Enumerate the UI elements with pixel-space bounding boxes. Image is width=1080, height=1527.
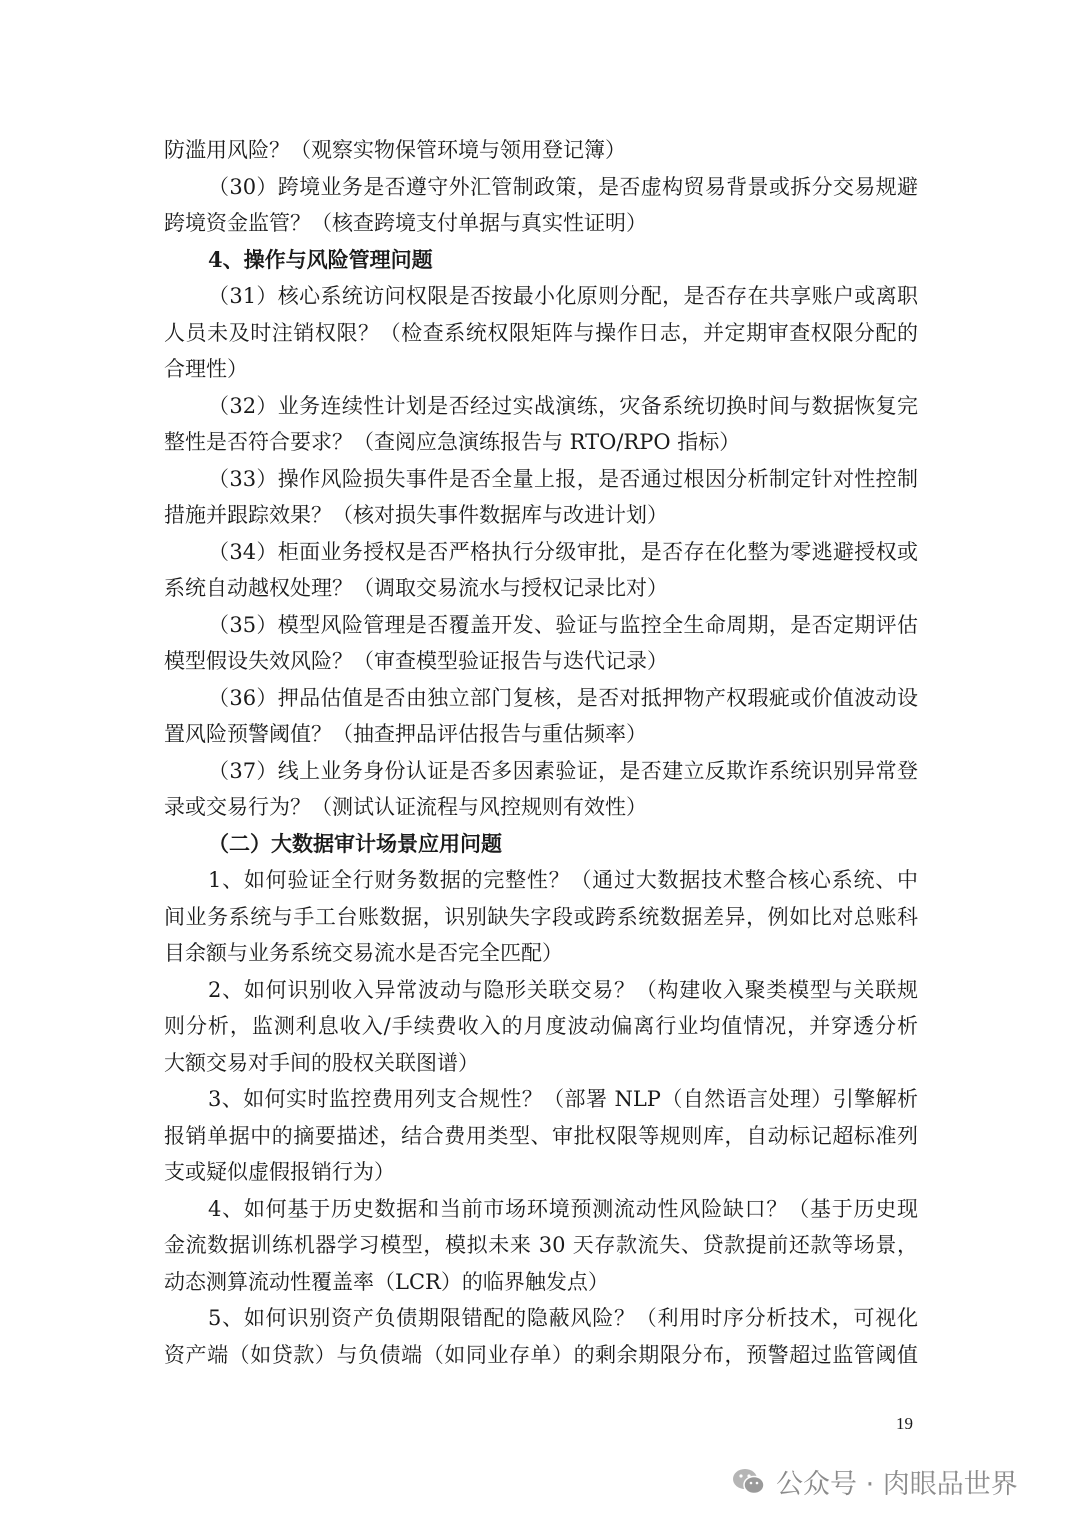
text-line: 人员未及时注销权限？（检查系统权限矩阵与操作日志，并定期审查权限分配的 <box>164 320 918 345</box>
text-line: 动态测算流动性覆盖率（LCR）的临界触发点） <box>164 1269 609 1294</box>
text-line: （30）跨境业务是否遵守外汇管制政策，是否虚构贸易背景或拆分交易规避 <box>208 174 918 199</box>
document-body <box>164 132 918 1373</box>
text-line: 4、如何基于历史数据和当前市场环境预测流动性风险缺口？（基于历史现 <box>208 1196 918 1221</box>
wechat-icon <box>732 1467 766 1497</box>
text-line: （35）模型风险管理是否覆盖开发、验证与监控全生命周期，是否定期评估 <box>208 612 918 637</box>
text-line: 整性是否符合要求？（查阅应急演练报告与 RTO/RPO 指标） <box>164 430 741 454</box>
text-line: 3、如何实时监控费用列支合规性？（部署 NLP（自然语言处理）引擎解析 <box>208 1087 918 1111</box>
text-line: 1、如何验证全行财务数据的完整性？（通过大数据技术整合核心系统、中 <box>208 868 918 892</box>
text-line: 间业务系统与手工台账数据，识别缺失字段或跨系统数据差异，例如比对总账科 <box>164 904 918 929</box>
text-line: 措施并跟踪效果？（核对损失事件数据库与改进计划） <box>164 503 668 527</box>
text-line: 跨境资金监管？（核查跨境支付单据与真实性证明） <box>164 211 647 235</box>
text-line: （32）业务连续性计划是否经过实战演练，灾备系统切换时间与数据恢复完 <box>208 393 918 418</box>
text-line: 系统自动越权处理？（调取交易流水与授权记录比对） <box>164 576 668 600</box>
page-number: 19 <box>896 1414 913 1433</box>
text-line: 金流数据训练机器学习模型，模拟未来 30 天存款流失、贷款提前还款等场景， <box>164 1233 918 1257</box>
text-line: 防滥用风险？（观察实物保管环境与领用登记簿） <box>164 138 626 162</box>
text-line: （37）线上业务身份认证是否多因素验证，是否建立反欺诈系统识别异常登 <box>208 758 918 783</box>
text-line: 置风险预警阈值？（抽查押品评估报告与重估频率） <box>164 722 647 746</box>
text-line: 资产端（如贷款）与负债端（如同业存单）的剩余期限分布，预警超过监管阈值 <box>164 1342 918 1367</box>
text-line: （36）押品估值是否由独立部门复核，是否对抵押物产权瑕疵或价值波动设 <box>208 685 918 710</box>
text-line: 则分析，监测利息收入/手续费收入的月度波动偏离行业均值情况，并穿透分析 <box>164 1014 918 1038</box>
text-line: 大额交易对手间的股权关联图谱） <box>164 1050 479 1075</box>
text-line: 2、如何识别收入异常波动与隐形关联交易？（构建收入聚类模型与关联规 <box>208 977 918 1002</box>
watermark <box>732 1462 1018 1501</box>
watermark-text: 公众号 · 肉眼品世界 <box>776 1469 1018 1500</box>
text-line: （31）核心系统访问权限是否按最小化原则分配，是否存在共享账户或离职 <box>208 284 918 308</box>
text-line: 支或疑似虚假报销行为） <box>164 1160 395 1184</box>
text-line: （二）大数据审计场景应用问题 <box>208 830 502 856</box>
text-line: 5、如何识别资产负债期限错配的隐蔽风险？（利用时序分析技术，可视化 <box>208 1306 918 1330</box>
text-line: 目余额与业务系统交易流水是否完全匹配） <box>164 941 563 965</box>
text-line: （34）柜面业务授权是否严格执行分级审批，是否存在化整为零逃避授权或 <box>208 539 918 564</box>
text-line: 合理性） <box>164 357 248 381</box>
text-line: 模型假设失效风险？（审查模型验证报告与迭代记录） <box>164 649 668 673</box>
text-line: 报销单据中的摘要描述，结合费用类型、审批权限等规则库，自动标记超标准列 <box>164 1123 918 1148</box>
text-line: （33）操作风险损失事件是否全量上报，是否通过根因分析制定针对性控制 <box>208 466 918 491</box>
text-line: 4、操作与风险管理问题 <box>208 246 433 272</box>
text-line: 录或交易行为？（测试认证流程与风控规则有效性） <box>164 795 647 819</box>
